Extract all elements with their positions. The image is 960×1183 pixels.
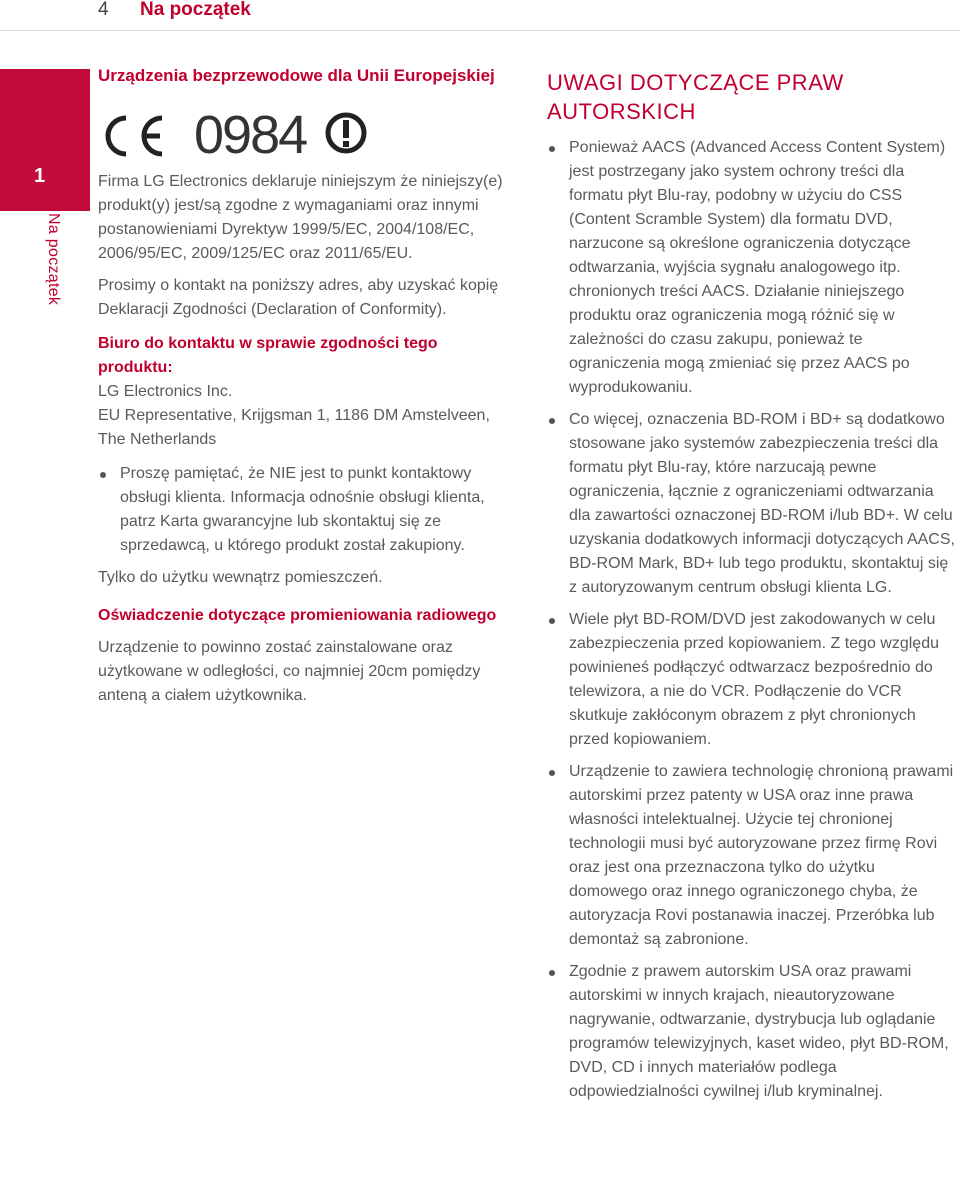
ce-mark-icon: [100, 114, 166, 158]
bullet-dot-icon: [549, 418, 555, 424]
section-name: Na początek: [140, 0, 251, 20]
bullet-dot-icon: [549, 618, 555, 624]
chapter-side-tab[interactable]: [0, 69, 90, 319]
ce-certification-row: [98, 105, 508, 170]
list-item: [547, 760, 957, 952]
bullet-dot-icon: [549, 146, 555, 152]
copyright-text: Zgodnie z prawem autorskim USA oraz prawami autorskimi w innych krajach, nieautoryzowane nagrywanie, odtwarzanie, dystrybucja lub oglądanie programów telewizyjnych, kaset wideo, płyt BD-ROM, DVD, CD i innych materiałów podlega odpowiedzialności cywilnej i/lub kryminalnej.: [569, 963, 949, 1100]
declaration-text: Firma LG Electronics deklaruje niniejszym że niniejszy(e) produkt(y) jest/są zgodne z wymaganiami oraz innymi postanowieniami Dyrektyw 1999/5/EC, 2004/108/EC, 2006/95/EC, 2009/125/EC oraz 2011/65/EU.: [98, 173, 503, 262]
indoor-use-text: Tylko do użytku wewnątrz pomieszczeń.: [98, 569, 383, 586]
list-item: [547, 136, 957, 400]
bullet-dot-icon: [549, 970, 555, 976]
list-item: [547, 408, 957, 600]
right-column: [547, 64, 957, 1112]
notice-list: [98, 462, 508, 558]
alert-circle-icon: [324, 111, 368, 155]
copyright-notes-heading: UWAGI DOTYCZĄCE PRAW AUTORSKICH: [547, 70, 844, 124]
contact-request-text: Prosimy o kontakt na poniższy adres, aby uzyskać kopię Deklaracji Zgodności (Declaration of Conformity).: [98, 277, 499, 318]
copyright-text: Wiele płyt BD-ROM/DVD jest zakodowanych w celu zabezpieczenia przed kopiowaniem. Z tego względu powinieneś podłączyć odtwarzacz bezpośrednio do telewizora, a nie do VCR. Podłączenie do VCR skutkuje zakłóconym obrazem z płyt chronionych przed kopiowaniem.: [569, 611, 939, 748]
contact-company: LG Electronics Inc.: [98, 383, 233, 400]
copyright-text: Ponieważ AACS (Advanced Access Content System) jest postrzegany jako system ochrony treści dla formatu płyt Blu-ray, podobny w użyciu do CSS (Content Scramble System) dla formatu DVD, narzucone są określone ograniczenia dotyczące odtwarzania, wyjścia sygnału analogowego itp. chronionych treści AACS. Działanie niniejszego produktu oraz ograniczenia mogą różnić się w zależności do czasu zakupu, ponieważ te ograniczenia mogą zmieniać się przez AACS po wyprodukowaniu.: [569, 139, 946, 396]
eu-wireless-heading: Urządzenia bezprzewodowe dla Unii Europejskiej: [98, 66, 495, 85]
radiation-text: Urządzenie to powinno zostać zainstalowane oraz użytkowane w odległości, co najmniej 20cm pomiędzy anteną a ciałem użytkownika.: [98, 639, 481, 704]
contact-address: EU Representative, Krijgsman 1, 1186 DM Amstelveen, The Netherlands: [98, 407, 490, 448]
copyright-text: Urządzenie to zawiera technologię chronioną prawami autorskimi przez patenty w USA oraz inne prawa własności intelektualnej. Użycie tej chronionej technologii musi być autoryzowane przez firmę Rovi oraz jest ona przeznaczona tylko do użytku domowego oraz innego ograniczonego chyba, że autoryzacja Rovi postanawia inaczej. Przeróbka lub demontaż są zabronione.: [569, 763, 954, 948]
page-header: [0, 0, 960, 31]
bullet-dot-icon: [100, 472, 106, 478]
copyright-list: [547, 136, 957, 1104]
list-item: [98, 462, 508, 558]
bullet-dot-icon: [549, 770, 555, 776]
left-column: [98, 64, 508, 708]
list-item: [547, 608, 957, 752]
notice-text: Proszę pamiętać, że NIE jest to punkt kontaktowy obsługi klienta. Informacja odnośnie obsługi klienta, patrz Karta gwarancyjne lub skontaktuj się ze sprzedawcą, u którego produkt został zakupiony.: [120, 465, 485, 554]
copyright-text: Co więcej, oznaczenia BD-ROM i BD+ są dodatkowo stosowane jako systemów zabezpieczenia treści dla formatu płyt Blu-ray, które narzucają pewne ograniczenia, łącznie z ograniczeniami odtwarzania dla zawartości oznaczonej BD-ROM i/lub BD+. W celu uzyskania dodatkowych informacji dotyczących AACS, BD-ROM Mark, BD+ lub tego produktu, skontaktuj się z autoryzowanym centrum obsługi klienta LG.: [569, 411, 955, 596]
contact-office-heading: Biuro do kontaktu w sprawie zgodności tego produktu:: [98, 335, 438, 376]
chapter-tab-block: [0, 69, 90, 211]
page-number: 4: [98, 0, 109, 20]
notified-body-number: 0984: [194, 105, 307, 165]
list-item: [547, 960, 957, 1104]
radiation-heading: Oświadczenie dotyczące promieniowania radiowego: [98, 607, 497, 624]
chapter-label: Na początek: [45, 213, 62, 306]
chapter-number: 1: [34, 165, 46, 187]
